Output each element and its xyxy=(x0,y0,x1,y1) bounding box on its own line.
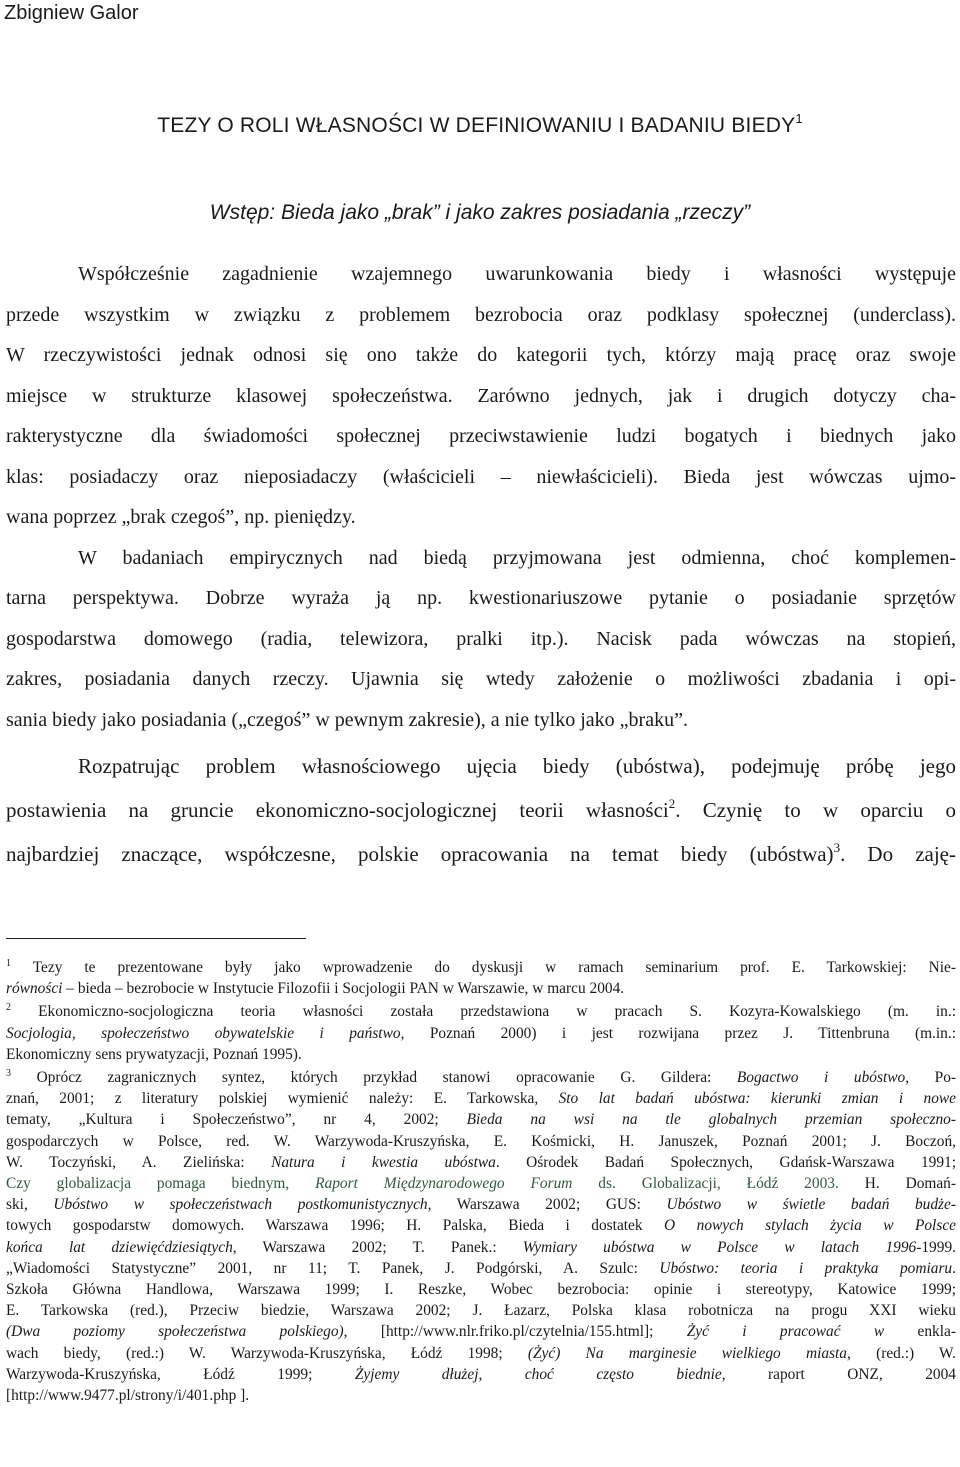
footnote-1: $^1$ Tezy te prezentowane były jako wprowadzenie do dyskusji w ramach seminarium prof. E. Tarkowskiej: Nie- równości – bieda – bezrobocie w Instytucie Filozofii i Socjologii PAN w Warszawie, w marcu 2004. xyxy=(6,958,956,998)
text-line: najbardziej znaczące, współczesne, polskie opracowania na temat biedy (ubóstwa)$^3$. Do zaję- xyxy=(6,840,956,866)
footnote-2: $^2$ Ekonomiczno-socjologiczna teoria własności została przedstawiona w pracach S. Kozyra-Kowalskiego (m. in.: Socjologia, społeczeństwo obywatelskie i państwo, Poznań 2000) i jest rozwijana przez J. Tittenbruna (m.in.: Ekonomiczny sens prywatyzacji, Poznań 1995). xyxy=(6,1002,957,1063)
footnote-number: 3 xyxy=(6,1068,11,1080)
section-heading: Wstęp: Bieda jako „brak” i jako zakres posiadania „rzeczy” xyxy=(209,201,751,224)
text-line: W rzeczywistości jednak odnosi się ono także do kategorii tych, którzy mają pracę oraz swoje xyxy=(6,344,956,366)
footnote-number: 1 xyxy=(6,958,11,969)
text-line: wana poprzez „brak czegoś”, np. pieniędzy. xyxy=(6,506,356,528)
text-line: postawienia na gruncie ekonomiczno-socjologicznej teorii własności$^2$. Czynię to w oparciu o xyxy=(6,796,957,822)
paragraph-3 xyxy=(6,744,956,876)
paper-title-text: TEZY O ROLI WŁASNOŚCI W DEFINIOWANIU I BADANIU BIEDY xyxy=(157,114,796,137)
author-name: Zbigniew Galor xyxy=(4,2,139,24)
paper-title xyxy=(0,112,960,140)
text-line: Rozpatrując problem własnościowego ujęcia biedy (ubóstwa), podejmuję próbę jego xyxy=(78,754,956,778)
text-line: miejsce w strukturze klasowej społeczeństwa. Zarówno jednych, jak i drugich dotyczy cha- xyxy=(6,384,956,407)
text-line: sania biedy jako posiadania („czegoś” w pewnym zakresie), a nie tylko jako „braku”. xyxy=(6,708,688,731)
url-link[interactable]: , [http://www.nlr.friko.pl/czytelnia/155.html]; xyxy=(343,1323,687,1341)
text-line: rakterystyczne dla świadomości społecznej przeciwstawienie ludzi bogatych i biednych jako xyxy=(6,425,956,447)
footnote-3: $^3$ Oprócz zagranicznych syntez, których przykład stanowi opracowanie G. Gildera: Bogactwo i ubóstwo, Po- znań, 2001; z literatury polskiej wymienić należy: E. Tarkowska, Sto lat badań ubóstwa: kierunki zmian i nowe tematy, „Kultura i Społeczeństwo”, nr 4, 2002; Bieda na wsi na tle globalnych przemian społeczno- gospodarczych w Polsce, red. W. Warzywoda-Kruszyńska, E. Kośmicki, H. Januszek, Poznań 2001; J. Boczoń, W. Toczyński, A. Zielińska: Natura i kwestia ubóstwa. Ośrodek Badań Społecznych, Gdańsk-Warszawa 1991; Czy globalizacja pomaga biednym, Raport Międzynarodowego Forum ds. Globalizacji, Łódź 2003. H. Domań- ski, Ubóstwo w społeczeństwach postkomunistycznych, Warszawa 2002; GUS: Ubóstwo w świetle badań budże- towych gospodarstw domowych. Warszawa 1996; H. Palska, Bieda i dostatek O nowych stylach życia w Polsce końca lat dziewięćdziesiątych, Warszawa 2002; T. Panek.: Wymiary ubóstwa w Polsce w latach 1996-1999. „Wiadomości Statystyczne” 2001, nr 11; T. Panek, J. Podgórski, A. Szulc: Ubóstwo: teoria i praktyka pomiaru. Szkoła Główna Handlowa, Warszawa 1999; I. Reszke, Wobec bezrobocia: opinie i stereotypy, Katowice 1999; E. Tarkowska (red.), Przeciw biedzie, Warszawa 2002; J. Łazarz, Polska klasa robotnicza na progu XXI wieku (Dwa poziomy społeczeństwa polskiego), [http://www.nlr.friko.pl/czytelnia/155.html]; Żyć i pracować w enkla- wach biedy, (red.:) W. Warzywoda-Kruszyńska, Łódź 1998; (Żyć) Na marginesie wielkiego miasta, (red.:) W. Warzywoda-Kruszyńska, Łódź 1999; Żyjemy dłużej, choć często biednie, raport ONZ, 2004 [http://www.9477.pl/strony/i/401.php ]. xyxy=(6,1067,956,1406)
text-line: gospodarstwa domowego (radia, telewizora, pralki itp.). Nacisk pada wówczas na stopień, xyxy=(6,627,956,650)
footnote-ref-3[interactable]: 3 xyxy=(833,840,841,855)
text-line: W badaniach empirycznych nad biedą przyjmowana jest odmienna, choć komplemen- xyxy=(78,546,956,569)
footnote-ref-2[interactable]: 2 xyxy=(668,796,676,811)
url-link[interactable]: [http://www.9477.pl/strony/i/401.php ]. xyxy=(6,1387,250,1405)
paragraph-1 xyxy=(6,254,956,538)
footnote-ref-1[interactable]: 1 xyxy=(795,111,803,126)
text-line: Współcześnie zagadnienie wzajemnego uwarunkowania biedy i własności występuje xyxy=(78,263,956,285)
footnote-number: 2 xyxy=(6,1002,11,1014)
text-line: przede wszystkim w związku z problemem bezrobocia oraz podklasy społecznej (underclass). xyxy=(6,303,956,326)
footnote-separator xyxy=(6,938,306,939)
text-line: klas: posiadaczy oraz nieposiadaczy (właścicieli – niewłaścicieli). Bieda jest wówczas ujmo- xyxy=(6,465,956,488)
text-line: zakres, posiadania danych rzeczy. Ujawnia się wtedy założenie o możliwości zbadania i opi- xyxy=(6,668,956,690)
paragraph-2 xyxy=(6,538,956,741)
text-line: tarna perspektywa. Dobrze wyraża ją np. kwestionariuszowe pytanie o posiadanie sprzętów xyxy=(6,587,956,609)
body-text xyxy=(6,254,956,876)
footnotes xyxy=(6,957,956,1406)
